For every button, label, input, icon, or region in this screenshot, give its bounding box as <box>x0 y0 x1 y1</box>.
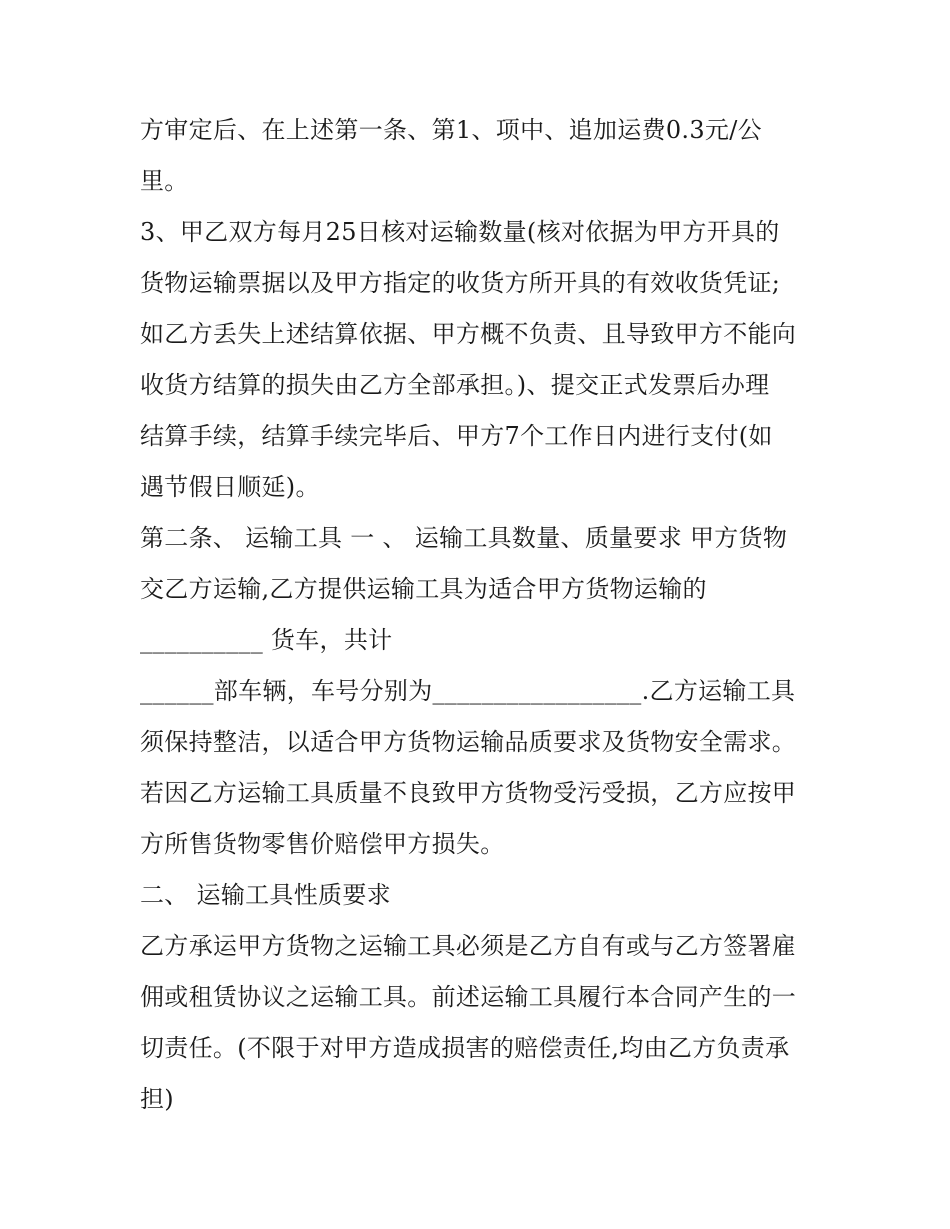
text-line: 须保持整洁，以适合甲方货物运输品质要求及货物安全需求。 <box>140 728 797 756</box>
text-line: 货物运输票据以及甲方指定的收货方所开具的有效收货凭证; <box>140 269 781 297</box>
text-line: 如乙方丢失上述结算依据、甲方概不负责、且导致甲方不能向 <box>140 320 797 348</box>
text-line: 方审定后、在上述第一条、第1、项中、追加运费0.3元/公 <box>140 116 762 144</box>
text-line: 收货方结算的损失由乙方全部承担。)、提交正式发票后办理 <box>140 371 770 399</box>
text-line: 佣或租赁协议之运输工具。前述运输工具履行本合同产生的一 <box>140 983 797 1011</box>
text-line: 遇节假日顺延)。 <box>140 473 320 501</box>
text-line: 切责任。(不限于对甲方造成损害的赔偿责任,均由乙方负责承 <box>140 1034 790 1062</box>
text-line: 乙方承运甲方货物之运输工具必须是乙方自有或与乙方签署雇 <box>140 932 797 960</box>
text-line: 担) <box>140 1085 174 1113</box>
text-line: 结算手续，结算手续完毕后、甲方7个工作日内进行支付(如 <box>140 422 773 450</box>
text-line: 交乙方运输,乙方提供运输工具为适合甲方货物运输的 <box>140 575 707 603</box>
text-line: 第二条、 运输工具 一 、 运输工具数量、质量要求 甲方货物 <box>140 524 788 552</box>
document-page <box>140 105 820 1125</box>
text-line: 若因乙方运输工具质量不良致甲方货物受污受损，乙方应按甲 <box>140 779 797 807</box>
text-line: 3、甲乙双方每月25日核对运输数量(核对依据为甲方开具的 <box>140 218 780 246</box>
text-line: 方所售货物零售价赔偿甲方损失。 <box>140 830 505 858</box>
text-line: 二、 运输工具性质要求 <box>140 881 391 909</box>
text-line: 里。 <box>140 167 189 195</box>
text-line: ______部车辆，车号分别为_________________.乙方运输工具 <box>140 677 796 705</box>
text-line: __________ 货车，共计 <box>140 626 393 654</box>
